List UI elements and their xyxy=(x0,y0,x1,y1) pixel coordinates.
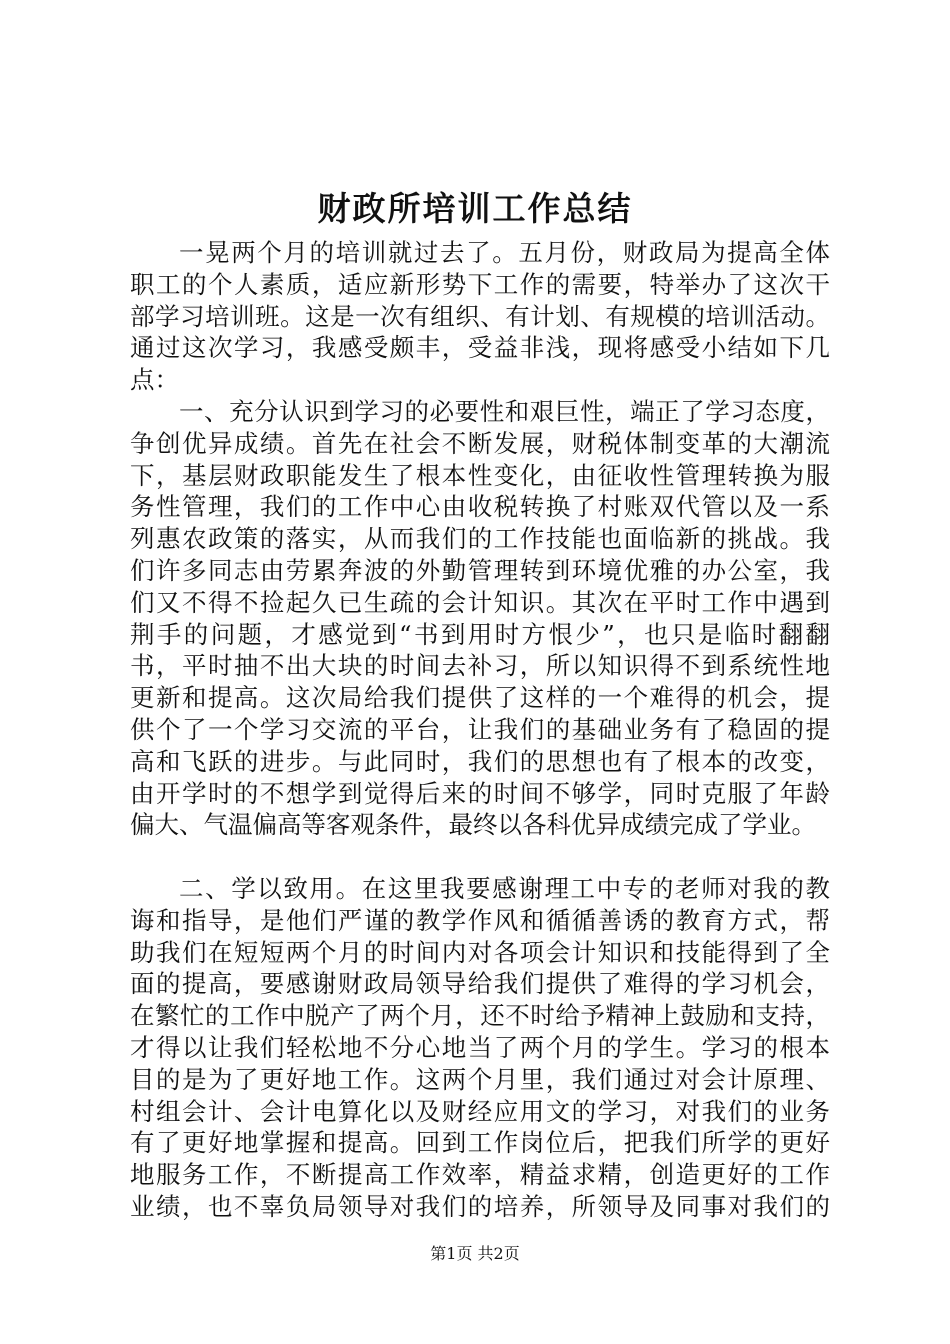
text-line: 们又不得不捡起久已生疏的会计知识。其次在平时工作中遇到 xyxy=(130,587,830,617)
text-line: 书，平时抽不出大块的时间去补习，所以知识得不到系统性地 xyxy=(130,651,830,681)
text-line: 诲和指导，是他们严谨的教学作风和循循善诱的教育方式，帮 xyxy=(130,905,830,935)
text-line: 一、充分认识到学习的必要性和艰巨性，端正了学习态度， xyxy=(179,396,830,426)
paragraph xyxy=(130,873,830,1223)
text-line: 下，基层财政职能发生了根本性变化，由征收性管理转换为服 xyxy=(130,460,830,490)
text-line: 村组会计、会计电算化以及财经应用文的学习，对我们的业务 xyxy=(130,1096,830,1126)
paragraph-gap xyxy=(130,841,830,873)
text-line: 争创优异成绩。首先在社会不断发展，财税体制变革的大潮流 xyxy=(130,428,830,458)
text-line: 在繁忙的工作中脱产了两个月，还不时给予精神上鼓励和支持， xyxy=(130,1001,830,1031)
paragraph xyxy=(130,237,830,396)
document-title: 财政所培训工作总结 xyxy=(317,189,633,228)
paragraph xyxy=(130,396,830,841)
text-line: 职工的个人素质，适应新形势下工作的需要，特举办了这次干 xyxy=(130,269,830,299)
text-line: 才得以让我们轻松地不分心地当了两个月的学生。学习的根本 xyxy=(130,1032,830,1062)
text-line: 助我们在短短两个月的时间内对各项会计知识和技能得到了全 xyxy=(130,937,830,967)
text-line: 荆手的问题，才感觉到“书到用时方恨少”，也只是临时翻翻 xyxy=(130,619,830,649)
text-line: 更新和提高。这次局给我们提供了这样的一个难得的机会，提 xyxy=(130,683,830,713)
text-line: 务性管理，我们的工作中心由收税转换了村账双代管以及一系 xyxy=(130,492,830,522)
text-line: 目的是为了更好地工作。这两个月里，我们通过对会计原理、 xyxy=(130,1064,830,1094)
text-line: 通过这次学习，我感受颇丰，受益非浅，现将感受小结如下几 xyxy=(130,333,830,363)
text-line: 业绩，也不辜负局领导对我们的培养，所领导及同事对我们的 xyxy=(130,1191,830,1221)
document-body xyxy=(130,237,830,1223)
text-line: 有了更好地掌握和提高。回到工作岗位后，把我们所学的更好 xyxy=(130,1128,830,1158)
text-line: 由开学时的不想学到觉得后来的时间不够学，同时克服了年龄 xyxy=(130,778,830,808)
text-line: 地服务工作，不断提高工作效率，精益求精，创造更好的工作 xyxy=(130,1160,830,1190)
text-line: 列惠农政策的落实，从而我们的工作技能也面临新的挑战。我 xyxy=(130,524,830,554)
text-line: 们许多同志由劳累奔波的外勤管理转到环境优雅的办公室，我 xyxy=(130,555,830,585)
text-line: 一晃两个月的培训就过去了。五月份，财政局为提高全体 xyxy=(179,238,830,267)
text-line: 点： xyxy=(130,365,179,395)
text-line: 二、学以致用。在这里我要感谢理工中专的老师对我的教 xyxy=(179,873,830,903)
text-line: 高和飞跃的进步。与此同时，我们的思想也有了根本的改变， xyxy=(130,746,830,776)
text-line: 供个了一个学习交流的平台，让我们的基础业务有了稳固的提 xyxy=(130,714,830,744)
text-line: 偏大、气温偏高等客观条件，最终以各科优异成绩完成了学业。 xyxy=(130,810,816,840)
text-line: 部学习培训班。这是一次有组织、有计划、有规模的培训活动。 xyxy=(130,301,830,331)
page-footer: 第1页 共2页 xyxy=(430,1244,520,1263)
text-line: 面的提高，要感谢财政局领导给我们提供了难得的学习机会， xyxy=(130,969,830,999)
